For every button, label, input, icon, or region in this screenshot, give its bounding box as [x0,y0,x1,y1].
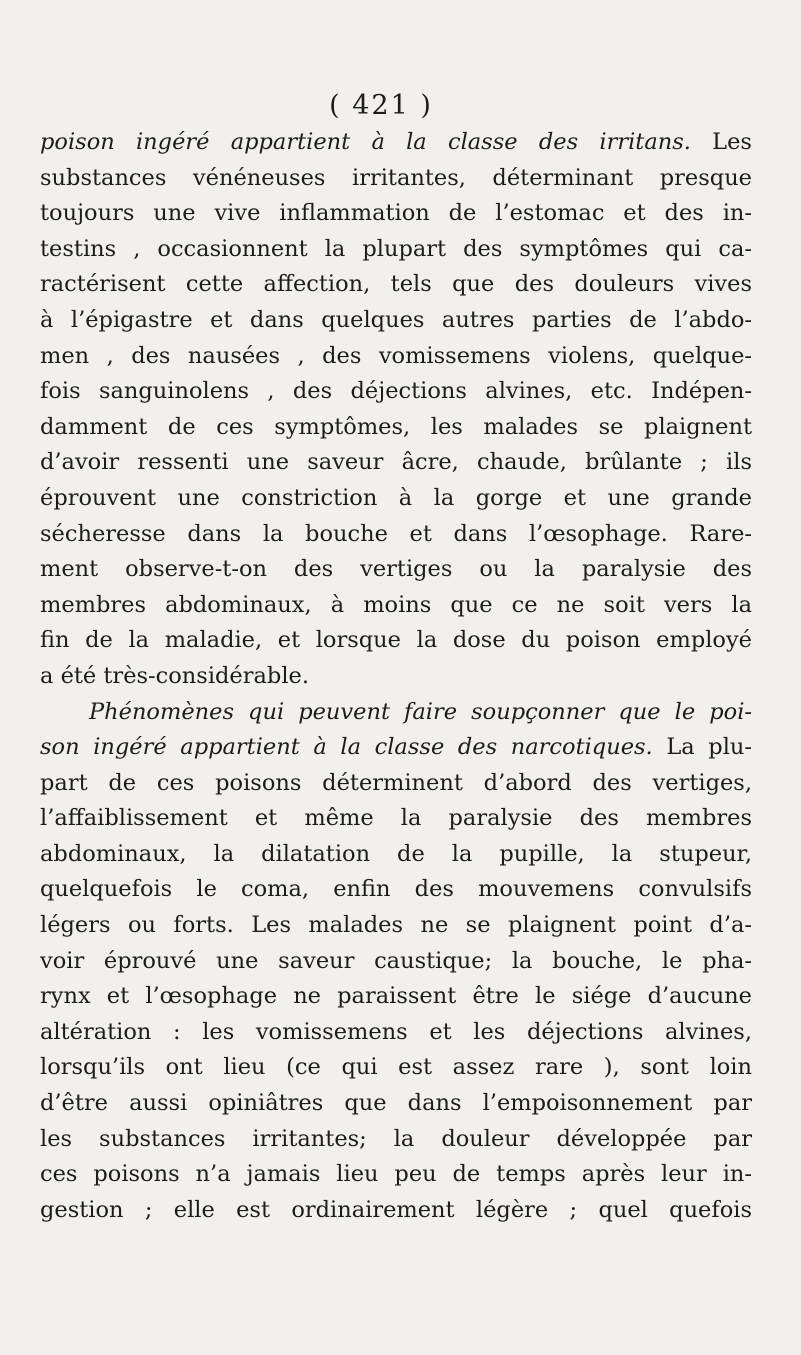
body-text: gestion ; elle est ordinairement légère ; quel quefois [40,1196,752,1223]
text-line [40,374,752,410]
italic-heading-text: son ingéré appartient à la classe des narcotiques. [40,734,653,761]
text-line [40,979,752,1015]
body-text: Les [690,129,752,155]
text-line [40,659,752,695]
text-line [40,196,752,232]
text-line [40,801,752,837]
text-line [40,1157,752,1193]
text-line [40,517,752,553]
body-text: quelquefois le coma, enfin des mouvemens convulsifs [40,876,752,903]
text-line [40,232,752,268]
text-body [40,125,752,1228]
body-text: abdominaux, la dilatation de la pupille, la stupeur, [40,840,752,867]
text-line [40,766,752,802]
text-line [40,552,752,588]
text-line [40,837,752,873]
body-text: substances vénéneuses irritantes, déterminant presque [40,164,752,191]
text-line [40,1015,752,1051]
body-text: légers ou forts. Les malades ne se plaignent point d’a- [40,912,752,939]
body-text: sécheresse dans la bouche et dans l’œsophage. Rare- [40,520,752,547]
text-line [40,944,752,980]
body-text: à l’épigastre et dans quelques autres parties de l’abdo- [40,306,752,333]
body-text: men , des nausées , des vomissemens violens, quelque- [40,342,752,369]
text-line [40,1050,752,1086]
text-line [40,303,752,339]
body-text: éprouvent une constriction à la gorge et une grande [40,484,752,511]
body-text: rynx et l’œsophage ne paraissent être le siége d’aucune [40,983,752,1010]
text-line [40,908,752,944]
body-text: part de ces poisons déterminent d’abord des vertiges, [40,769,752,796]
text-line [40,1086,752,1122]
text-line [40,730,752,766]
body-text: fois sanguinolens , des déjections alvines, etc. Indépen- [40,378,752,405]
page-number: ( 421 ) [329,90,433,121]
text-line [40,445,752,481]
text-line [40,267,752,303]
text-line [40,623,752,659]
text-line [40,695,752,731]
body-text: altération : les vomissemens et les déjections alvines, [40,1018,752,1045]
body-text: voir éprouvé une saveur caustique; la bouche, le pha- [40,947,752,974]
body-text: d’avoir ressenti une saveur âcre, chaude, brûlante ; ils [40,449,752,476]
body-text: testins , occasionnent la plupart des symptômes qui ca- [40,235,752,262]
text-line [40,339,752,375]
body-text: ractérisent cette affection, tels que des douleurs vives [40,271,752,298]
italic-heading-text: poison ingéré appartient à la classe des irritans. [40,129,691,155]
body-text: d’être aussi opiniâtres que dans l’empoisonnement par [40,1090,752,1117]
body-text: membres abdominaux, à moins que ce ne soit vers la [40,591,752,618]
text-line [40,1122,752,1158]
text-line [40,410,752,446]
text-line [40,125,752,161]
text-line [40,588,752,624]
body-text: ces poisons n’a jamais lieu peu de temps après leur in- [40,1161,752,1188]
body-text: ment observe-t-on des vertiges ou la paralysie des [40,556,752,583]
body-text: La plu- [652,734,752,761]
text-line [40,1193,752,1229]
body-text: les substances irritantes; la douleur développée par [40,1125,752,1152]
body-text: damment de ces symptômes, les malades se plaignent [40,413,752,440]
text-line [40,872,752,908]
body-text: lorsqu’ils ont lieu (ce qui est assez rare ), sont loin [40,1054,752,1081]
body-text: toujours une vive inflammation de l’estomac et des in- [40,200,752,227]
body-text: l’affaiblissement et même la paralysie des membres [40,805,752,832]
body-text: a été très-considérable. [40,662,309,689]
body-text: fin de la maladie, et lorsque la dose du poison employé [40,627,752,654]
text-line [40,481,752,517]
italic-heading-text: Phénomènes qui peuvent faire soupçonner que le poi- [89,698,752,725]
book-page [40,88,752,1228]
text-line [40,161,752,197]
